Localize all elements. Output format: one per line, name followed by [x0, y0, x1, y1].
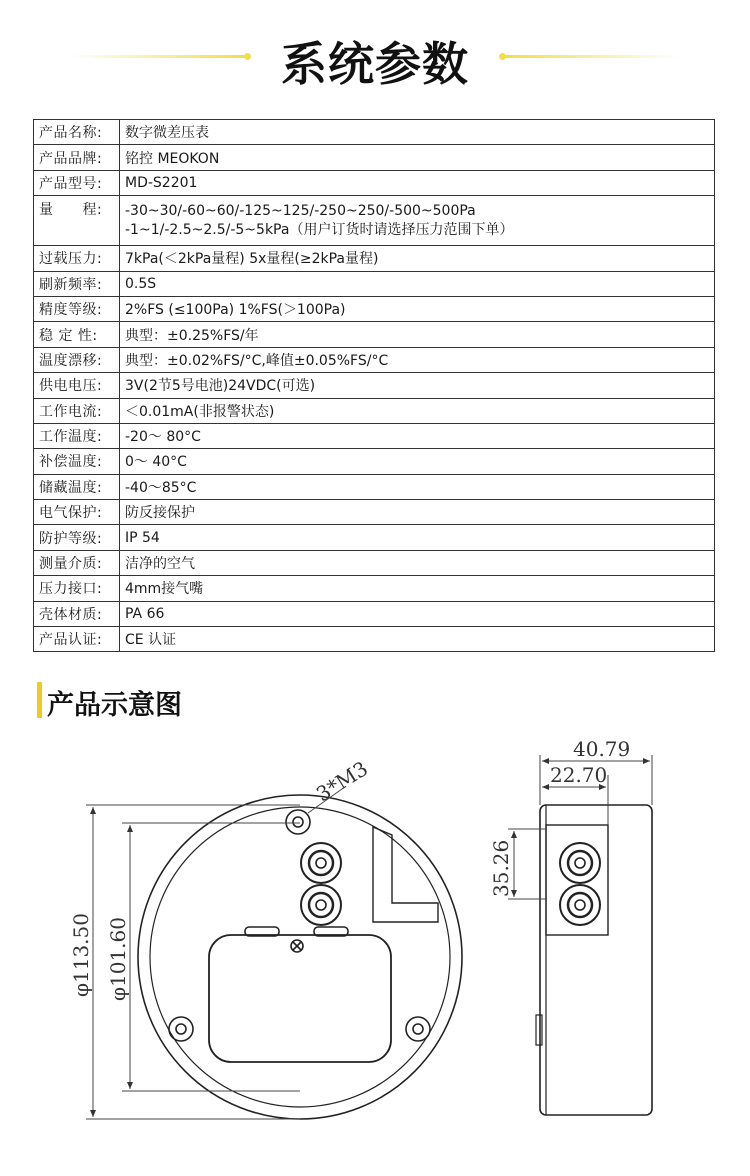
spec-key: 产品名称: [34, 120, 120, 145]
spec-row [34, 145, 715, 170]
spec-key: 工作温度: [34, 423, 120, 448]
spec-value: 防反接保护 [120, 500, 715, 525]
spec-value: -20～ 80°C [120, 423, 715, 448]
spec-value: IP 54 [120, 525, 715, 550]
spec-key: 供电电压: [34, 373, 120, 398]
spec-key: 电气保护: [34, 500, 120, 525]
front-view [138, 795, 462, 1119]
spec-value: 7kPa(＜2kPa量程) 5x量程(≥2kPa量程) [120, 246, 715, 271]
spec-key: 压力接口: [34, 576, 120, 601]
spec-value [120, 196, 715, 246]
spec-value: ＜0.01mA(非报警状态) [120, 398, 715, 423]
spec-row [34, 627, 715, 652]
product-drawing [0, 725, 750, 1176]
spec-key: 精度等级: [34, 296, 120, 321]
spec-row [34, 296, 715, 321]
spec-row [34, 170, 715, 195]
spec-row [34, 196, 715, 246]
spec-key: 工作电流: [34, 398, 120, 423]
inner-diameter-label: φ101.60 [106, 917, 130, 1001]
spec-key: 测量介质: [34, 550, 120, 575]
spec-value: CE 认证 [120, 627, 715, 652]
spec-key: 产品认证: [34, 627, 120, 652]
spec-key: 温度漂移: [34, 347, 120, 372]
spec-value: -40～85°C [120, 474, 715, 499]
spec-row [34, 373, 715, 398]
section-title: 产品示意图 [47, 690, 182, 721]
spec-row [34, 120, 715, 145]
spec-value: 典型：±0.25%FS/年 [120, 322, 715, 347]
range-line-1: -30~30/-60~60/-125~125/-250~250/-500~500Pa [125, 202, 476, 219]
spec-row [34, 576, 715, 601]
spec-row [34, 398, 715, 423]
side-view [536, 805, 652, 1115]
spec-value: 2%FS (≤100Pa) 1%FS(＞100Pa) [120, 296, 715, 321]
spec-value: 数字微差压表 [120, 120, 715, 145]
spec-key: 补偿温度: [34, 449, 120, 474]
spec-row [34, 500, 715, 525]
spec-value: 0.5S [120, 271, 715, 296]
page-header [0, 24, 750, 91]
section-accent-bar [37, 682, 42, 718]
spec-key: 防护等级: [34, 525, 120, 550]
spec-row [34, 246, 715, 271]
spec-row [34, 474, 715, 499]
holes-label: 3*M3 [311, 756, 373, 807]
range-line-2: -1~1/-2.5~2.5/-5~5kPa（用户订货时请选择压力范围下单） [125, 221, 514, 238]
spec-row [34, 347, 715, 372]
spec-key: 量 程: [34, 196, 120, 246]
spec-row [34, 271, 715, 296]
spec-key: 过载压力: [34, 246, 120, 271]
spec-value: MD-S2201 [120, 170, 715, 195]
page-title: 系统参数 [281, 37, 469, 91]
depth-label: 40.79 [573, 737, 631, 761]
spec-key: 储藏温度: [34, 474, 120, 499]
spec-key: 刷新频率: [34, 271, 120, 296]
spec-value: 洁净的空气 [120, 550, 715, 575]
spec-key: 壳体材质: [34, 601, 120, 626]
spec-row [34, 449, 715, 474]
spec-row [34, 322, 715, 347]
spec-key: 稳 定 性: [34, 322, 120, 347]
spec-table [33, 119, 715, 652]
spec-row [34, 525, 715, 550]
spec-row [34, 423, 715, 448]
spec-row [34, 601, 715, 626]
spec-value: 0～ 40°C [120, 449, 715, 474]
spec-value: 3V(2节5号电池)24VDC(可选) [120, 373, 715, 398]
port-spacing-label: 35.26 [489, 839, 513, 897]
outer-diameter-label: φ113.50 [69, 913, 93, 997]
header-rule-right [505, 55, 680, 58]
port-offset-label: 22.70 [550, 763, 608, 787]
spec-key: 产品品牌: [34, 145, 120, 170]
spec-row [34, 550, 715, 575]
spec-value: PA 66 [120, 601, 715, 626]
spec-value: 典型：±0.02%FS/°C,峰值±0.05%FS/°C [120, 347, 715, 372]
spec-key: 产品型号: [34, 170, 120, 195]
spec-value: 铭控 MEOKON [120, 145, 715, 170]
spec-value: 4mm接气嘴 [120, 576, 715, 601]
